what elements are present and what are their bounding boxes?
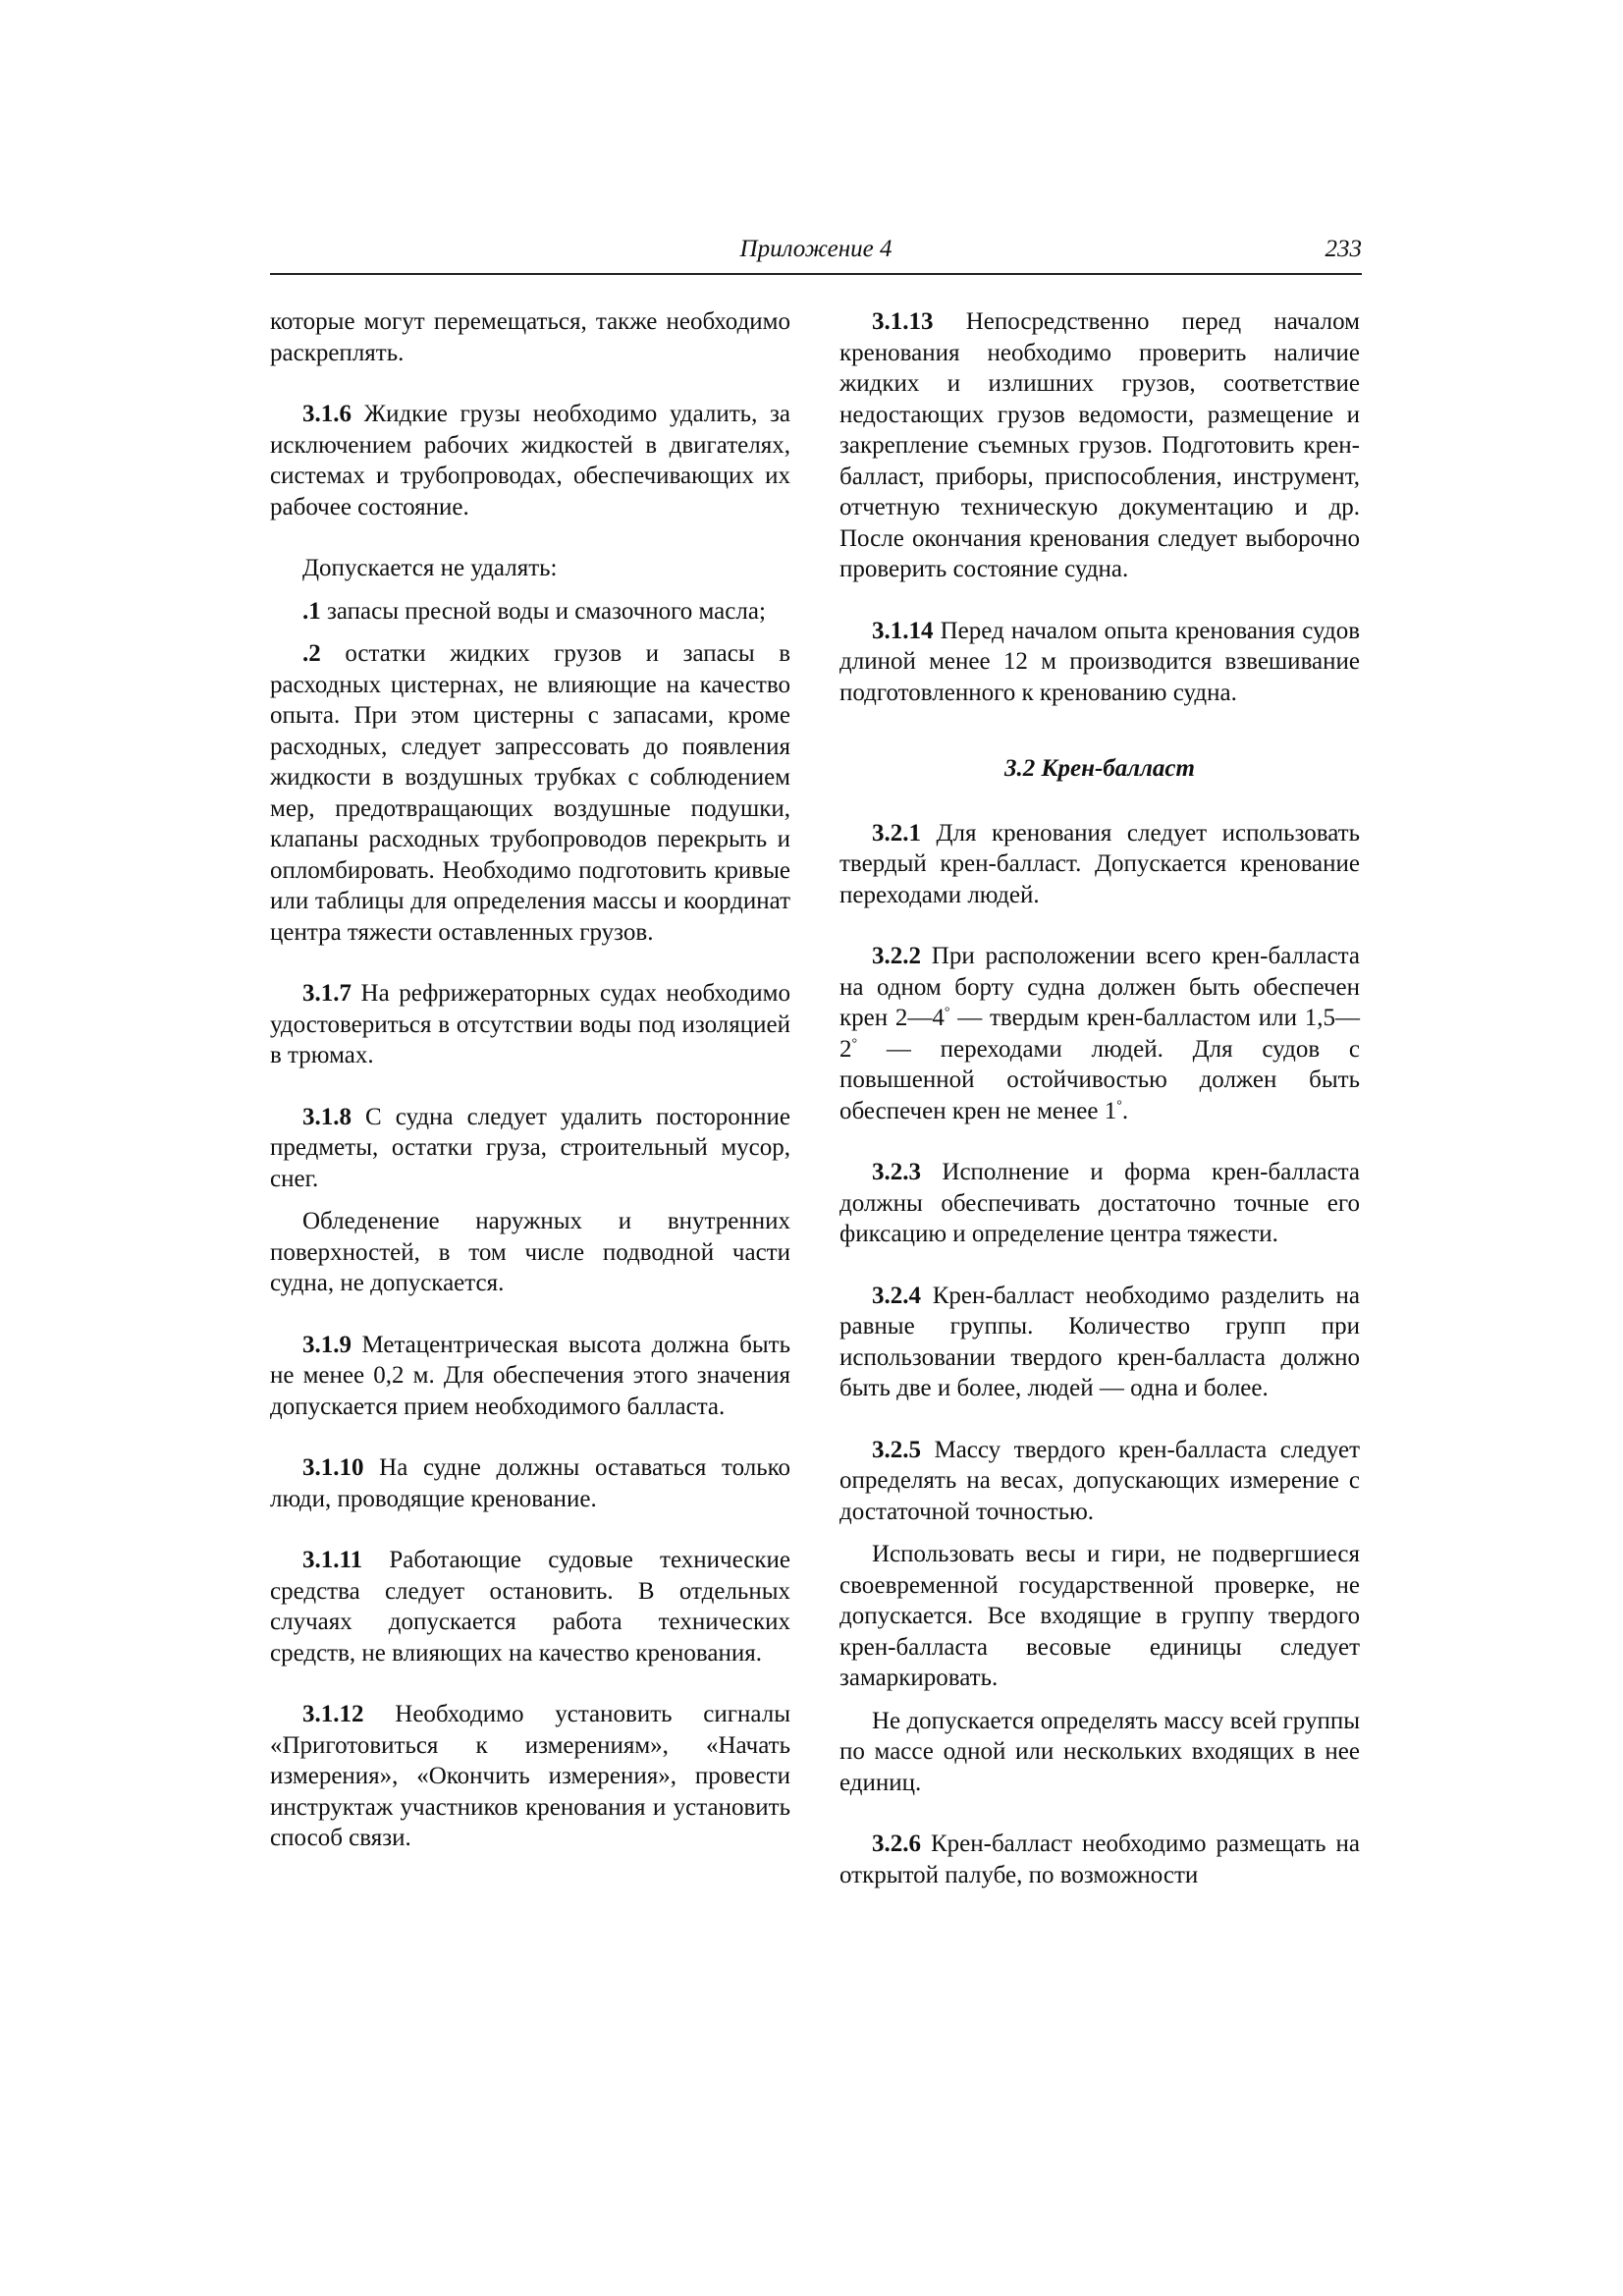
paragraph-3-2-6: 3.2.6 Крен-балласт необходимо размещать на открытой палубе, по возможности — [839, 1831, 1361, 1888]
left-column — [270, 306, 790, 1885]
header-title: Приложение 4 — [739, 236, 893, 262]
paragraph: Обледенение наружных и внутренних поверхностей, в том числе подводной части судна, не допускается. — [270, 1208, 790, 1296]
running-header — [270, 236, 1362, 275]
paragraph-3-1-11: 3.1.11 Работающие судовые технические средства следует остановить. В отдельных случаях допускается работа технических средств, не влияющих на качество кренования. — [270, 1547, 791, 1667]
paragraph-3-1-13: 3.1.13 Непосредственно перед началом кренования необходимо проверить наличие жидких и излишних грузов, соответствие недостающих грузов ведомости, размещение и закрепление съемных грузов. Подготовить крен-балласт, приборы, приспособления, инструмент, отчетную техническую документацию и др. После окончания кренования следует выборочно проверить состояние судна. — [839, 308, 1361, 582]
degree-mark: ° — [1116, 1098, 1122, 1114]
paragraph-3-1-6: 3.1.6 Жидкие грузы необходимо удалить, за исключением рабочих жидкостей в двигателях, системах и трубопроводах, обеспечивающих их рабочее состояние. — [270, 401, 790, 520]
paragraph-3-1-8: 3.1.8 С судна следует удалить посторонние предметы, остатки груза, строительный мусор, снег. — [270, 1103, 790, 1192]
paragraph-3-1-7: 3.1.7 На рефрижераторных судах необходимо удостовериться в отсутствии воды под изоляцией в трюмах. — [270, 980, 790, 1068]
paragraph-3-2-5: 3.2.5 Массу твердого крен-балласта следует определять на весах, допускающих измерение с достаточной точностью. — [839, 1436, 1361, 1525]
paragraph-3-1-10: 3.1.10 На судне должны оставаться только люди, проводящие кренование. — [270, 1454, 791, 1512]
page-number: 233 — [1325, 236, 1362, 262]
degree-mark: ° — [944, 1005, 950, 1020]
paragraph-3-2-1: 3.2.1 Для кренования следует использовать твердый крен-балласт. Допускается кренование переходами людей. — [839, 819, 1361, 908]
paragraph-3-2-3: 3.2.3 Исполнение и форма крен-балласта должны обеспечивать достаточно точные его фиксацию и определение центра тяжести. — [839, 1159, 1361, 1247]
paragraph: Использовать весы и гири, не подвергшиеся своевременной государственной проверке, не допускается. Все входящие в группу твердого крен-балласта весовые единицы следует замаркировать. — [839, 1541, 1360, 1691]
paragraph-3-1-12: 3.1.12 Необходимо установить сигналы «Приготовиться к измерениям», «Начать измерения», «Окончить измерения», провести инструктаж участников кренования и установить способ связи. — [270, 1701, 790, 1851]
section-title: 3.2 Крен-балласт — [1004, 755, 1195, 782]
paragraph: которые могут перемещаться, также необходимо раскреплять. — [270, 308, 790, 366]
paragraph: Не допускается определять массу всей группы по массе одной или нескольких входящих в нее единиц. — [839, 1707, 1360, 1796]
paragraph-3-1-9: 3.1.9 Метацентрическая высота должна быть не менее 0,2 м. Для обеспечения этого значения допускается прием необходимого балласта. — [270, 1331, 790, 1420]
list-item-2: .2 остатки жидких грузов и запасы в расходных цистернах, не влияющие на качество опыта. При этом цистерны с запасами, кроме расходных, следует запрессовать до появления жидкости в воздушных трубках с соблюдением мер, предотвращающих воздушные подушки, клапаны расходных трубопроводов перекрыть и опломбировать. Необходимо подготовить кривые или таблицы для определения массы и координат центра тяжести оставленных грузов. — [270, 640, 790, 946]
paragraph-3-2-4: 3.2.4 Крен-балласт необходимо разделить на равные группы. Количество групп при использовании твердого крен-балласта должно быть две и более, людей — одна и более. — [839, 1282, 1360, 1401]
list-item-1: .1 запасы пресной воды и смазочного масла; — [302, 597, 766, 625]
paragraph: Допускается не удалять: — [302, 555, 558, 581]
paragraph-3-1-14: 3.1.14 Перед началом опыта кренования судов длиной менее 12 м производится взвешивание подготовленного к кренованию судна. — [839, 617, 1360, 706]
paragraph-3-2-2: 3.2.2 При расположении всего крен-балласта на одном борту судна должен быть обеспечен крен 2—4° — твердым крен-балластом или 1,5—2° — переходами людей. Для судов с повышенной остойчивостью должен быть обеспечен крен не менее 1°. — [839, 943, 1360, 1124]
right-column — [839, 306, 1360, 1921]
degree-mark: ° — [851, 1036, 858, 1052]
